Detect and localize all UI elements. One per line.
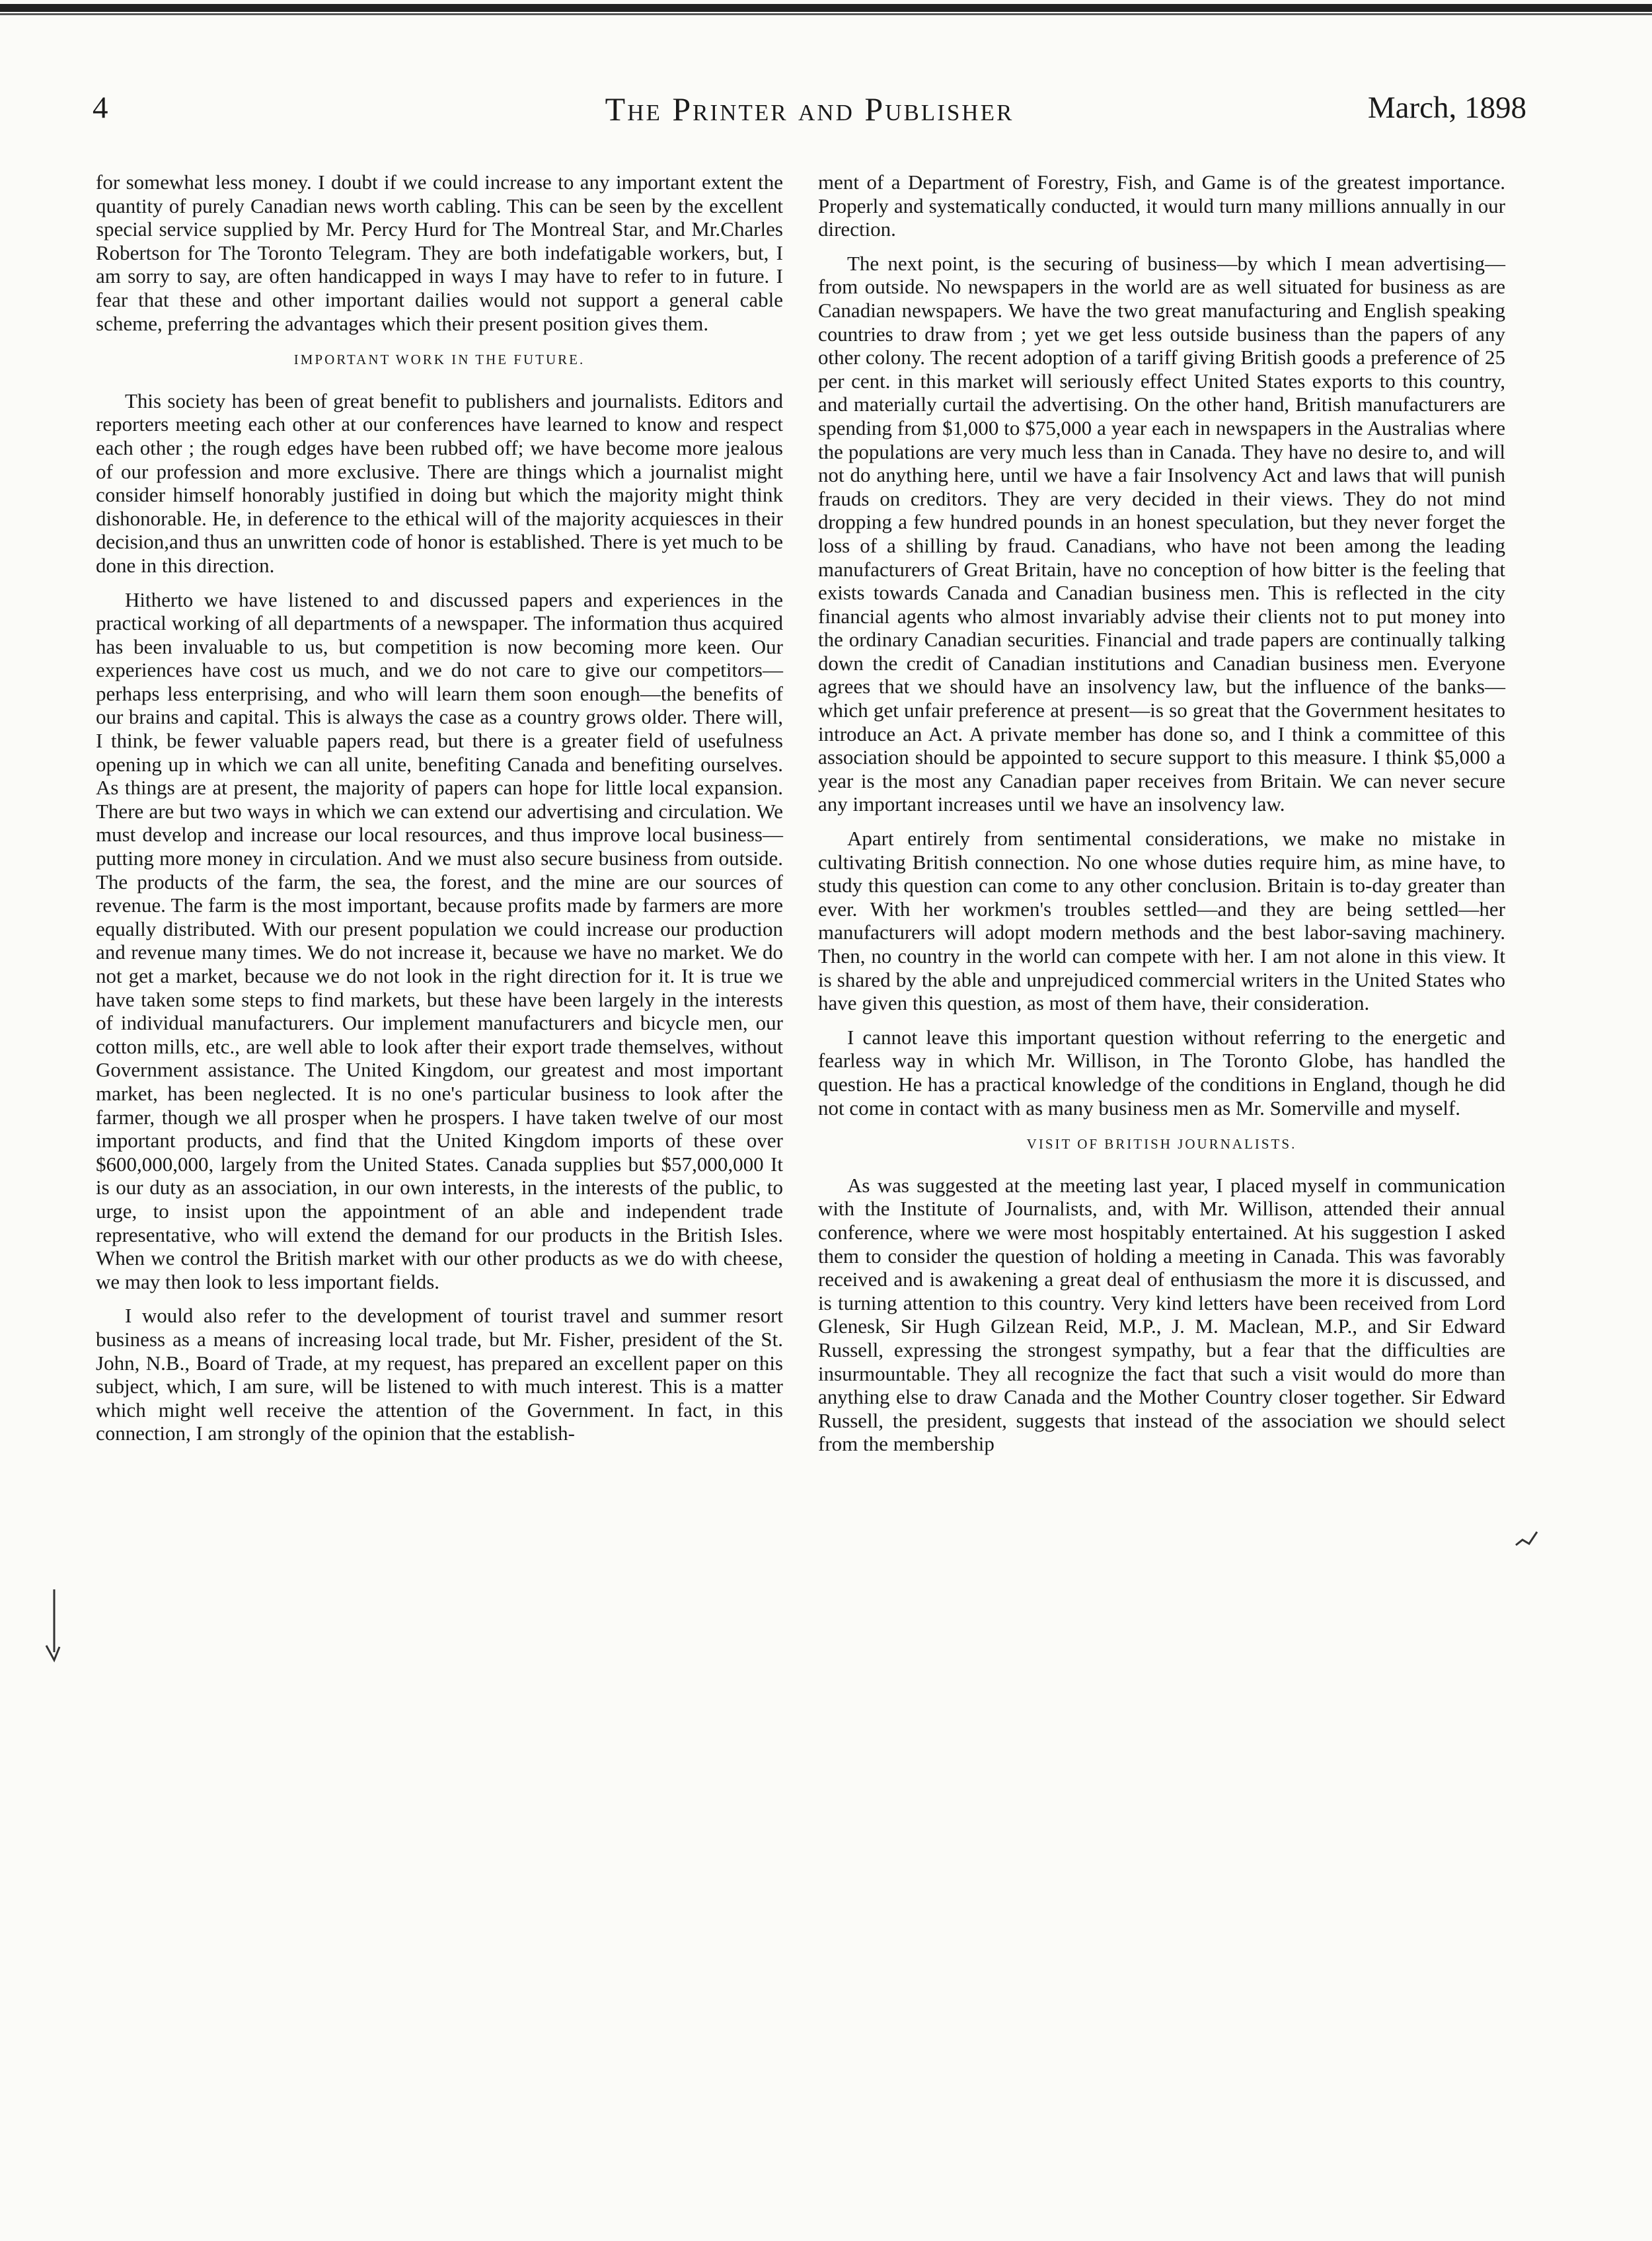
paragraph: ment of a Department of Forestry, Fish, and Game is of the greatest importance. Properly and systematically conducted, it would turn many millions annually in our direction.: [818, 171, 1505, 241]
margin-check-mark: [1513, 1527, 1540, 1553]
paragraph: I cannot leave this important question without referring to the energetic and fearless way in which Mr. Willison, in The Toronto Globe, has handled the question. He has a practical knowledge of the conditions in England, though he did not come in contact with as many business men as Mr. Somerville and myself.: [818, 1025, 1505, 1120]
paragraph: I would also refer to the development of tourist travel and summer resort business as a means of increasing local trade, but Mr. Fisher, president of the St. John, N.B., Board of Trade, at my request, has prepared an excellent paper on this subject, which, I am sure, will be listened to with much interest. This is a matter which might well receive the attention of the Government. In fact, in this connection, I am strongly of the opinion that the establish-: [96, 1304, 783, 1445]
paragraph: The next point, is the securing of business—by which I mean advertising—from outside. No newspapers in the world are as well situated for business as are Canadian newspapers. We have the two great manufacturing and English speaking countries to draw from ; yet we get less outside business than the papers of any other colony. The recent adoption of a tariff giving British goods a preference of 25 per cent. in this market will seriously effect United States exports to this country, and materially curtail the advertising. On the other hand, British manufacturers are spending from $1,000 to $75,000 a year each in newspapers in the Australias where the populations are very much less than in Canada. They have no desire to, and will not do anything here, until we have a fair Insolvency Act and laws that will punish frauds on creditors. They are very decided in their views. They do not mind dropping a few hundred pounds in an honest speculation, but they never forget the loss of a shilling by fraud. Canadians, who have not been among the leading manufacturers of Great Britain, have no conception of how bitter is the feeling that exists towards Canada and Canadian business men. This is reflected in the city financial agents who almost invariably advise their clients not to put money into the ordinary Canadian securities. Financial and trade papers are continually talking down the credit of Canadian institutions and Canadian business men. Everyone agrees that we should have an insolvency law, but the influence of the banks—which get unfair preference at present—is so great that the Government hesitates to introduce an Act. A private member has done so, and I think a committee of this association should be appointed to secure support to this measure. I think $5,000 a year is the most any Canadian paper receives from Britain. We can never secure any important increases until we have an insolvency law.: [818, 251, 1505, 816]
section-heading: VISIT OF BRITISH JOURNALISTS.: [1026, 1136, 1297, 1153]
section-heading: IMPORTANT WORK IN THE FUTURE.: [293, 352, 585, 368]
page-number: 4: [93, 91, 108, 125]
paragraph: Hitherto we have listened to and discussed papers and experiences in the practical working of all departments of a newspaper. The information thus acquired has been invaluable to us, but competition is now becoming more keen. Our experiences have cost us much, and we do not care to give our competitors—perhaps less enterprising, and who will learn them soon enough—the benefits of our brains and capital. This is always the case as a country grows older. There will, I think, be fewer valuable papers read, but there is a greater field of usefulness opening up in which we can all unite, benefiting Canada and benefiting ourselves. As things are at present, the majority of papers can hope for little local expansion. There are but two ways in which we can extend our advertising and circulation. We must develop and increase our local resources, and thus improve local business—putting more money in circulation. And we must also secure business from outside. The products of the farm, the sea, the forest, and the mine are our sources of revenue. The farm is the most important, because profits made by farmers are more equally distributed. With our present population we could increase our production and revenue many times. We do not increase it, because we have no market. We do not get a market, because we do not look in the right direction for it. It is true we have taken some steps to find markets, but these have been largely in the interests of individual manufacturers. Our implement manufacturers and bicycle men, our cotton mills, etc., are well able to look after their export trade themselves, without Government assistance. The United Kingdom, our greatest and most important market, has been neglected. It is no one's particular business to look after the farmer, though we all prosper when he prospers. I have taken twelve of our most important products, and find that the United Kingdom imports of these over $600,000,000, largely from the United States. Canada supplies but $57,000,000 It is our duty as an association, in our own interests, in the interests of the public, to urge, to insist upon the appointment of an able and independent trade representative, who will extend the demand for our products in the British Isles. When we control the British market with our other products as we do with cheese, we may then look to less important fields.: [96, 588, 783, 1293]
paragraph: As was suggested at the meeting last year, I placed myself in communication with the Institute of Journalists, and, with Mr. Willison, attended their annual conference, where we were most hospitably entertained. At his suggestion I asked them to consider the question of holding a meeting in Canada. This was favorably received and is awakening a great deal of enthusiasm the more it is discussed, and is turning attention to this country. Very kind letters have been received from Lord Glenesk, Sir Hugh Gilzean Reid, M.P., J. M. Maclean, M.P., and Sir Edward Russell, expressing the strongest sympathy, but a fear that the difficulties are insurmountable. They all recognize the fact that such a visit would do more than anything else to draw Canada and the Mother Country closer together. Sir Edward Russell, the president, suggests that instead of the association we should select from the membership: [818, 1173, 1505, 1456]
publication-title: The Printer and Publisher: [605, 91, 1014, 128]
right-column: [818, 171, 1505, 1466]
page-header: [93, 90, 1526, 143]
top-border-rule: [0, 0, 1652, 20]
paragraph: for somewhat less money. I doubt if we could increase to any important extent the quantity of purely Canadian news worth cabling. This can be seen by the excellent special service supplied by Mr. Percy Hurd for The Montreal Star, and Mr.Charles Robertson for The Toronto Telegram. They are both indefatigable workers, but, I am sorry to say, are often handicapped in ways I may have to refer to in future. I fear that these and other important dailies would not support a general cable scheme, preferring the advantages which their present position gives them.: [96, 171, 783, 335]
left-column: [96, 171, 783, 1456]
issue-date: March, 1898: [1367, 91, 1526, 125]
margin-pencil-mark: [40, 1586, 66, 1665]
paragraph: Apart entirely from sentimental considerations, we make no mistake in cultivating British connection. No one whose duties require him, as mine have, to study this question can come to any other conclusion. Britain is to-day greater than ever. With her workmen's troubles settled—and they are being settled—her manufacturers will adopt modern methods and the best labor-saving machinery. Then, no country in the world can compete with her. I am not alone in this view. It is shared by the able and unprejudiced commercial writers in the United States who have given this question, as most of them have, their consideration.: [818, 827, 1505, 1015]
paragraph: This society has been of great benefit to publishers and journalists. Editors and reporters meeting each other at our conferences have learned to know and respect each other ; the rough edges have been rubbed off; we have become more jealous of our profession and more exclusive. There are things which a journalist might consider himself honorably justified in doing but which the majority might think dishonorable. He, in deference to the ethical will of the majority acquiesces in their decision,and thus an unwritten code of honor is established. There is yet much to be done in this direction.: [96, 389, 783, 577]
